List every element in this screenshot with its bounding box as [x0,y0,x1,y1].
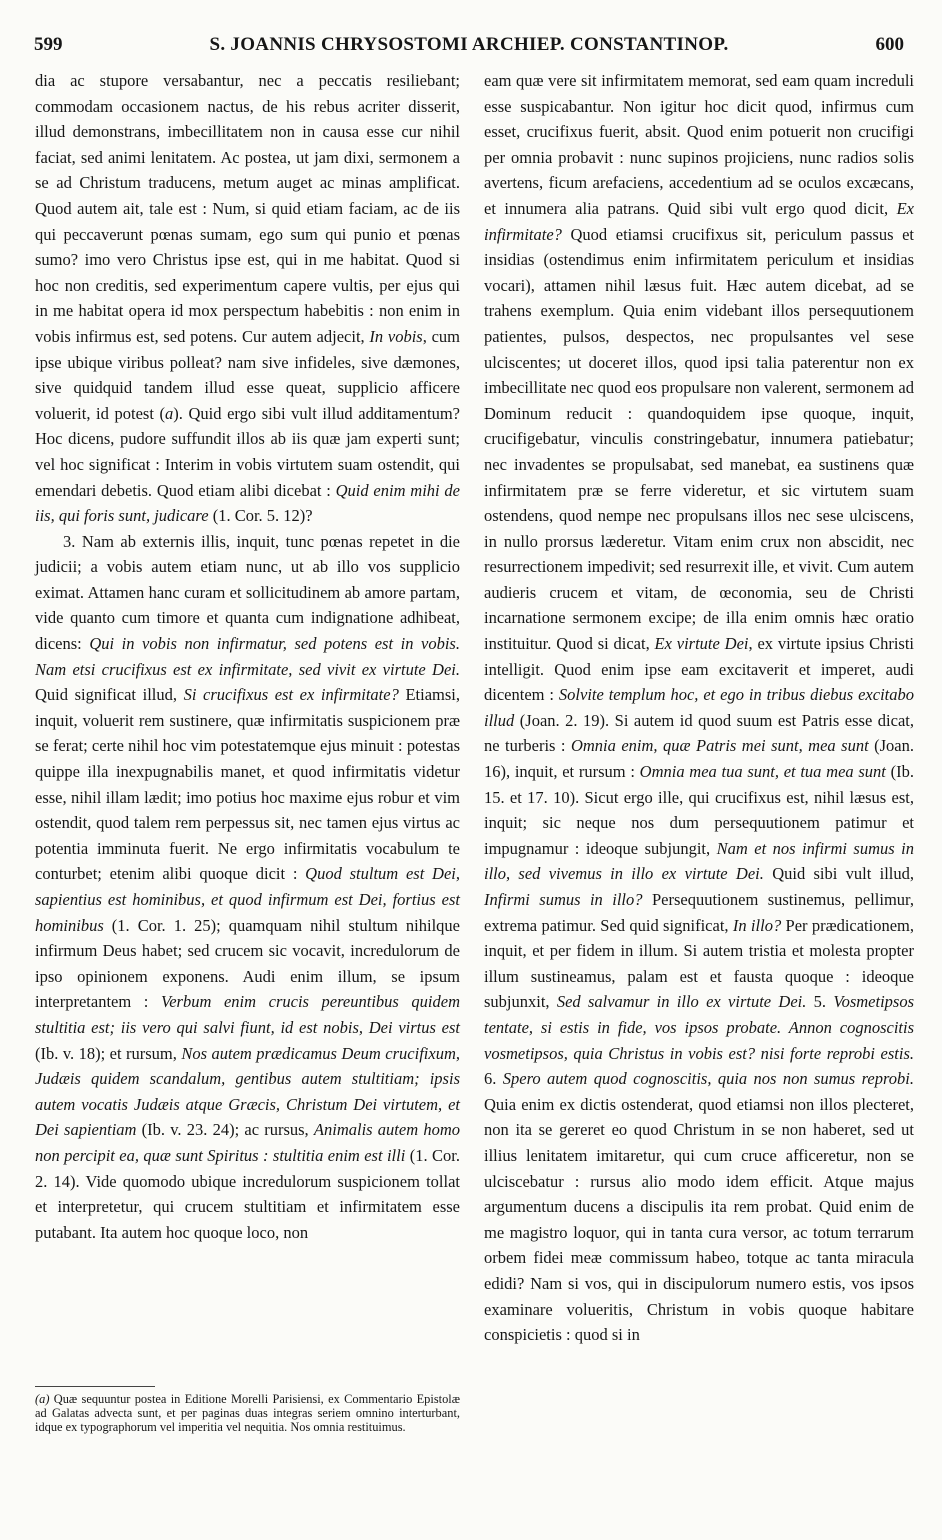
italic-run: Si crucifixus est ex infirmitate? [183,685,399,705]
text-run: eam quæ vere sit infirmitatem memorat, sed eam quam increduli esse suspicabantur. Non igitur hoc dicit quod, infirmus cum esset, crucifixus fuerit, absit. Quod enim potuerit non crucifigi per omnia probavit : nunc supinos projiciens, nunc radios solis avertens, ficum arefaciens, accedentium ad se oculos excæcans, et innumera alia patrans. Quid sibi vult ergo quod dicit, [484,71,914,218]
text-run: (1. Cor. 2. 14). Vide quomodo ubique incredulorum suspicionem tollat et interpretetur, qui crucem stultitiam et infirmitatem esse putabant. Ita autem hoc quoque loco, non [35,1145,460,1242]
paragraph [35,529,460,1246]
text-run: Quia enim ex dictis ostenderat, quod etiamsi non illos plecteret, non ita se gereret eo quod Christum in se non haberet, sed ut illius lenitatem imitaretur, qui cum cruce afficeretur, non se ulciscebatur : rursus alio modo idem efficit. Atque majus argumentum ducens a discipulis ita rem probat. Quid enim de me magistro loquor, qui in tanta cura versor, ac totum terrarum orbem fidei meæ commissum habeo, totque ac tanta miracula edidi? Nam si vos, qui in discipulorum numero estis, vos ipsos examinare volueritis, Christum in vobis quoque habitare conspicietis : quod si in [484,1094,914,1345]
text-run: Etiamsi, inquit, voluerit rem sustinere, quæ infirmitatis suspicionem præ se ferat; certe nihil hoc vim potestatemque ejus minuit : potestas quippe illa inexpugnabilis manet, et quod infirmitatis videtur esse, nihil illam lædit; imo potius hoc maxime ejus robur et vim ostendit, quod talem rem perpessus sit, nec tamen ejus virtus ac potentia imminuta fuerit. Ne ergo infirmitatis vocabulum te conturbet; etenim alibi quoque dicit : [35,685,460,884]
running-header [34,34,904,60]
italic-run: Nam et nos infirmi sumus in illo, sed vivemus in illo ex virtute Dei. [484,838,914,884]
text-run: , ex virtute ipsius Christi intelligit. Quod enim ipse eam excitaverit et imperet, audi dicentem : [484,634,914,705]
text-run: 5. [806,992,834,1012]
text-run: (Ib. v. 23. 24); ac rursus, [136,1120,314,1140]
italic-run: Omnia mea tua sunt, et tua mea sunt [639,762,886,782]
text-run: Quod etiamsi crucifixus sit, periculum passus et insidias (ostendimus enim infirmitatem periculum et insidias vocari), attamen nihil læsus fuit. Hæc autem dicebat, ad se trahens exemplum. Quia enim videbant illos persequutionem patientes, pulsos, despectos, nec propulsantes vel sese ulciscentes; ut doceret illos, quod ipsi talia paterentur non ex imbecillitate nec quod eos propulsare non valerent, sermonem ad Dominum reducit : quandoquidem ipse quoque, inquit, crucifigebatur, vinculis constringebatur, innumera patiebatur; nec invadentes se propulsabat, sed manebat, ea sustinens quæ infirmitatem præ se ferre videretur, et sic virtutem suam ostendens, quod nempe nec propulsans illos nec sese ulciscens, in nullo prorsus læderetur. Vitam enim crux non abscidit, nec resurrectionem impedivit; sed resurrexit ille, et vivit. Cum autem audieris crucem et vitam, de œconomia, seu de Christi incarnatione sermonem excipe; de illa enim omnis hæc oratio instituitur. Quod si dicat, [484,224,914,654]
right-column [484,68,914,1348]
footnote-marker: (a) [35,1392,50,1406]
text-run: (Ib. 15. et 17. 10). Sicut ergo ille, qui crucifixus est, nihil læsus est, inquit; sic neque nos dum persequutionem patimur et impugnamur : ideoque subjungit, [484,762,915,858]
italic-run: Sed salvamur in illo ex virtute Dei. [556,992,807,1012]
italic-run: In vobis [369,326,423,346]
italic-run: Quid enim mihi de iis, qui foris sunt, judicare [35,480,460,526]
footnote-text: Quæ sequuntur postea in Editione Morelli Parisiensi, ex Commentario Epistolæ ad Galatas advecta sunt, et per paginas duas integras seriem omnino interturbant, idque ex typographorum vel imperitia vel nequitia. Nos omnia restituimus. [35,1392,460,1435]
left-column [35,68,460,1245]
italic-run: Omnia enim, quæ Patris mei sunt, mea sunt [570,736,869,756]
paragraph [35,68,460,529]
italic-run: Verbum enim crucis pereuntibus quidem stultitia est; iis vero qui salvi fiunt, id est nobis, Dei virtus est [35,992,460,1037]
text-run: Quid sibi vult illud, [763,864,914,884]
running-title: S. JOANNIS CHRYSOSTOMI ARCHIEP. CONSTANTINOP. [209,34,729,55]
italic-run: Quod stultum est Dei, sapientius est hominibus, et quod infirmum est Dei, fortius est hominibus [35,864,460,935]
footnote-rule [35,1386,155,1387]
page-number-right: 600 [875,34,904,55]
italic-run: In illo? [732,915,782,935]
text-run: 6. [484,1069,503,1089]
italic-run: Vosmetipsos tentate, si estis in fide, vos ipsos probate. Annon cognoscitis vosmetipsos, quia Christus in vobis est? nisi forte reprobi estis. [484,992,914,1063]
text-run: (1. Cor. 5. 12)? [208,506,313,526]
italic-run: Ex virtute Dei [654,634,749,654]
text-run: (Joan. 16), inquit, et rursum : [484,736,914,782]
page-number-left: 599 [34,34,63,55]
text-run: , cum ipse ubique viribus polleat? nam sive infideles, sive dæmones, sive quidquid tandem illud esse queat, supplicio afficere voluerit, id potest ( [35,326,461,423]
footnote [35,1392,460,1435]
text-run: (Ib. v. 18); et rursum, [35,1043,182,1063]
italic-run: Qui in vobis non infirmatur, sed potens est in vobis. Nam etsi crucifixus est ex infirmitate, sed vivit ex virtute Dei. [35,634,460,679]
text-run: 3. Nam ab externis illis, inquit, tunc pœnas repetet in die judicii; a vobis autem etiam nunc, ut ab illo vos supplicio eximat. Attamen hanc curam et sollicitudinem ab amore partam, vide quanto cum timore et quanta cum indignatione adhibeat, dicens: [35,531,460,654]
text-run: ). Quid ergo sibi vult illud additamentum? Hoc dicens, pudore suffundit illos ab iis quæ jam experti sunt; vel hoc significat : Interim in vobis virtutem suam ostendit, qui emendari debetis. Quod etiam alibi dicebat : [35,403,460,500]
paragraph [484,68,914,1348]
italic-run: Infirmi sumus in illo? [484,890,643,909]
text-run: dia ac stupore versabantur, nec a peccatis resiliebant; commodam occasionem nactus, de his rebus acriter disserit, illud demonstrans, imbecillitatem non in causa esse cur nihil faciat, sed animi lenitatem. Ac postea, ut jam dixi, sermonem a se ad Christum traducens, metum auget ac minas amplificat. Quod autem ait, tale est : Num, si quid etiam faciam, ac de iis qui peccaverunt pœnas sumam, ego sum qui punio et pœnas sumo? imo vero Christus ipse est, qui in me habitat. Quod si hoc non creditis, sed experimentum capere vultis, per ejus qui in me habitat opera id mox perspectum habebitis : non enim in vobis infirmus est, sed potens. Cur autem adjecit, [35,71,460,346]
text-run: (Joan. 2. 19). Si autem id quod suum est Patris esse dicat, ne turberis : [484,710,914,756]
text-run: Quid significat illud, [35,685,184,705]
text-run: Persequutionem sustinemus, pellimur, extrema patimur. Sed quid significat, [484,890,914,935]
italic-run: Ex infirmitate? [484,198,914,244]
text-run: Per prædicationem, inquit, et per fidem in illum. Si autem tristia et molesta propter illum sustineamus, palam est et fausta quoque : ideoque subjunxit, [484,915,915,1012]
text-run: (1. Cor. 1. 25); quamquam nihil stultum nihilque infirmum Deus habet; sed crucem sic vocavit, incredulorum de ipso opinionem exponens. Audi enim illum, se ipsum interpretantem : [35,915,460,1012]
italic-run: Nos autem prædicamus Deum crucifixum, Judæis quidem scandalum, gentibus autem stultitiam; ipsis autem vocatis Judæis atque Græcis, Christum Dei virtutem, et Dei sapientiam [35,1043,460,1140]
italic-run: Animalis autem homo non percipit ea, quæ sunt Spiritus : stultitia enim est illi [35,1120,460,1165]
italic-run: Solvite templum hoc, et ego in tribus diebus excitabo illud [484,685,914,730]
italic-run: Spero autem quod cognoscitis, quia nos non sumus reprobi. [502,1069,914,1089]
italic-run: a [165,403,174,423]
